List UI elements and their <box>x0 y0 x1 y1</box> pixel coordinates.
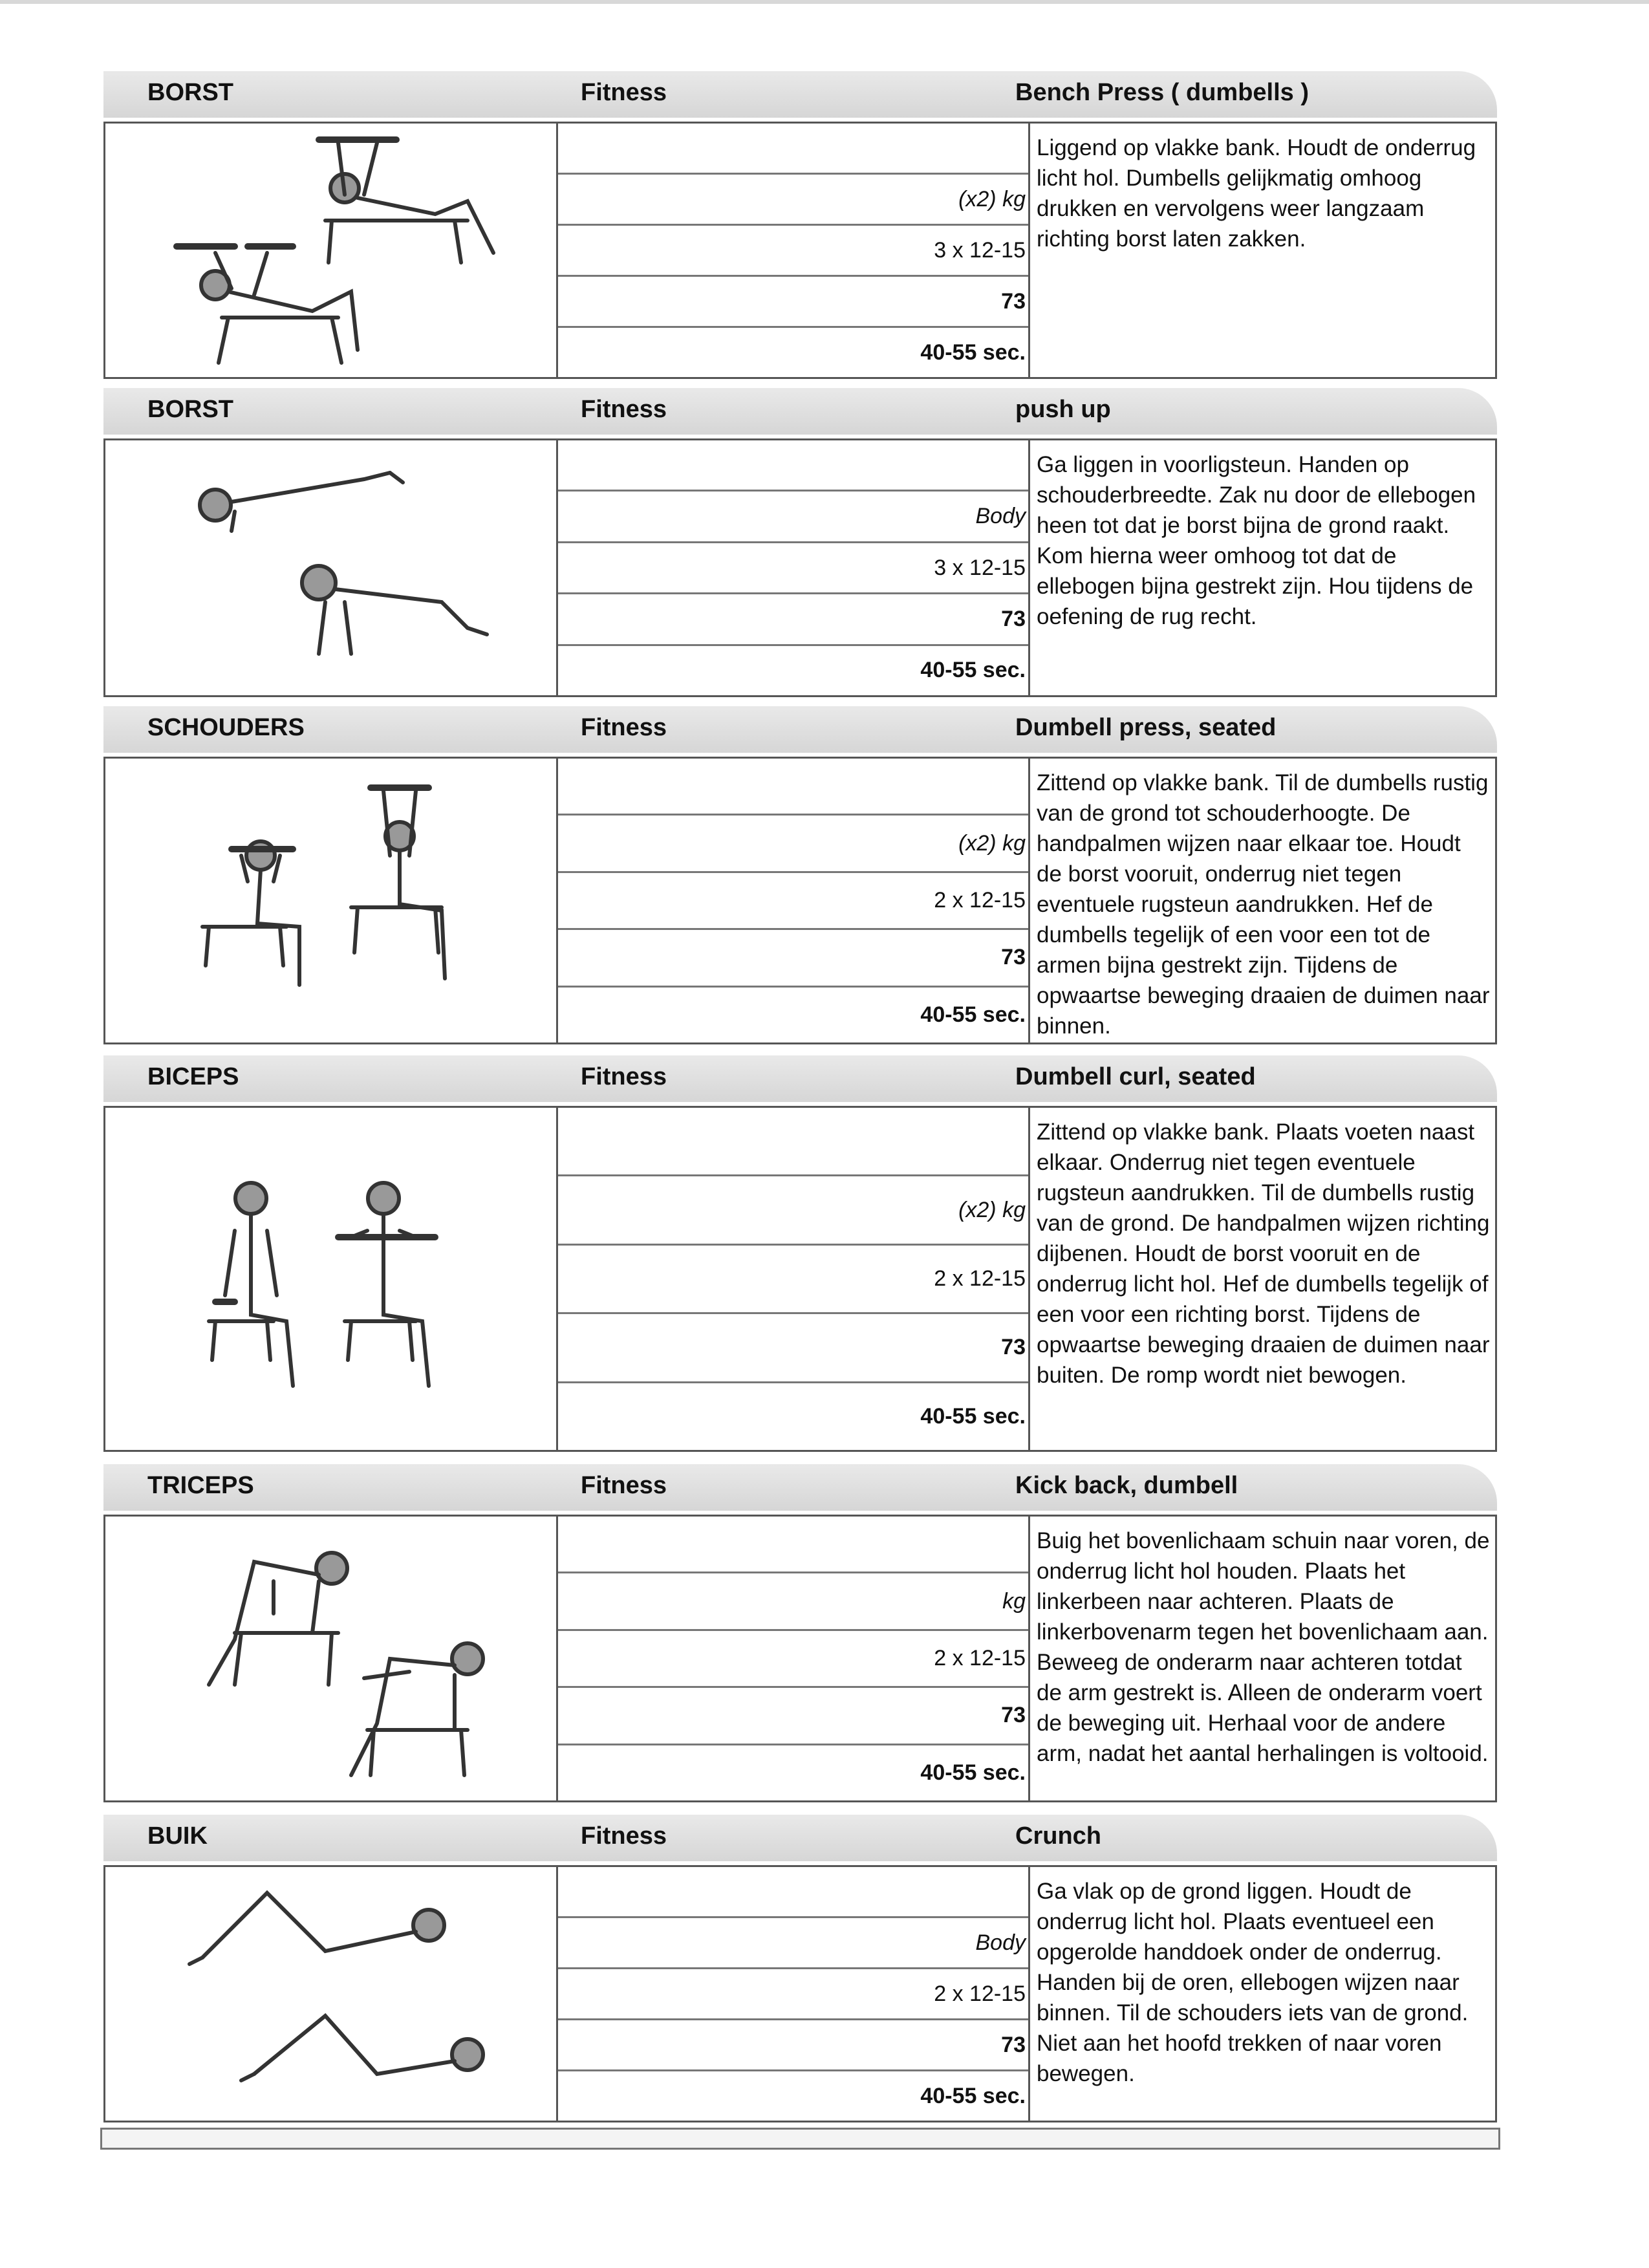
rest-value: 40-55 sec. <box>920 2083 1026 2108</box>
sets-reps-value: 2 x 12-15 <box>934 1646 1026 1671</box>
exercise-header <box>103 706 1497 753</box>
exercise-name: Dumbell press, seated <box>1015 714 1277 741</box>
weight-value: Body <box>975 1930 1026 1955</box>
exercise-image <box>105 124 558 377</box>
sets-reps-value: 3 x 12-15 <box>934 555 1026 580</box>
tempo-value: 73 <box>1001 288 1026 314</box>
exercise-header <box>103 388 1497 435</box>
exercise-parameters <box>558 1108 1030 1450</box>
sets-reps-value: 2 x 12-15 <box>934 1981 1026 2006</box>
exercise-name: Kick back, dumbell <box>1015 1472 1238 1499</box>
exercise-image <box>105 759 558 1042</box>
exercise-table <box>103 757 1497 1044</box>
sets-reps-value: 2 x 12-15 <box>934 1266 1026 1291</box>
exercise-header <box>103 1464 1497 1511</box>
exercise-type: Fitness <box>581 79 667 106</box>
empty-row <box>558 1517 1028 1573</box>
exercise-table <box>103 1106 1497 1452</box>
exercise-header <box>103 1815 1497 1861</box>
exercise-name: push up <box>1015 396 1111 423</box>
exercise-image <box>105 1867 558 2121</box>
exercise-description: Zittend op vlakke bank. Til de dumbells rustig van de grond tot schouderhoogte. De handpalmen wijzen naar elkaar toe. Houdt de borst vooruit, onderrug niet tegen eventuele rugsteun aandrukken. Hef de dumbells tegelijk of een voor een tot de armen bijna gestrekt zijn. Tijdens de opwaartse beweging draaien de duimen naar binnen. <box>1037 770 1490 1039</box>
exercise-table <box>103 122 1497 379</box>
exercise-table <box>103 1865 1497 2122</box>
empty-row <box>558 1108 1028 1176</box>
exercise-name: Bench Press ( dumbells ) <box>1015 79 1310 106</box>
exercise-category: BORST <box>147 79 233 106</box>
exercise-image <box>105 1517 558 1800</box>
exercise-parameters <box>558 759 1030 1042</box>
exercise-category: BICEPS <box>147 1063 239 1090</box>
tempo-value: 73 <box>1001 945 1026 970</box>
dumbbell-kickback-icon <box>105 1517 554 1800</box>
empty-row <box>558 1867 1028 1918</box>
weight-value: kg <box>1002 1588 1026 1614</box>
empty-row <box>558 124 1028 175</box>
tempo-value: 73 <box>1001 1335 1026 1360</box>
crunch-icon <box>105 1867 554 2121</box>
exercise-type: Fitness <box>581 1063 667 1090</box>
page-top-edge <box>0 0 1649 4</box>
tempo-value: 73 <box>1001 1703 1026 1728</box>
exercise-header <box>103 1055 1497 1102</box>
exercise-type: Fitness <box>581 1822 667 1850</box>
tempo-value: 73 <box>1001 606 1026 631</box>
exercise-table <box>103 1515 1497 1802</box>
exercise-description: Ga liggen in voorligsteun. Handen op schouderbreedte. Zak nu door de ellebogen heen tot dat je borst bijna de grond raakt. Kom hierna weer omhoog tot dat de ellebogen bijna gestrekt zijn. Hou tijdens de oefening de rug recht. <box>1037 452 1476 629</box>
sets-reps-value: 2 x 12-15 <box>934 888 1026 913</box>
rest-value: 40-55 sec. <box>920 1403 1026 1429</box>
exercise-parameters <box>558 1517 1030 1800</box>
exercise-header <box>103 71 1497 118</box>
exercise-category: SCHOUDERS <box>147 714 305 741</box>
exercise-description: Buig het bovenlichaam schuin naar voren, de onderrug licht hol houden. Plaats het linkerbeen naar achteren. Plaats de linkerbovenarm tegen het bovenlichaam aan. Beweeg de onderarm naar achteren totdat de arm gestrekt is. Alleen de onderarm voert de beweging uit. Herhaal voor de andere arm, nadat het aantal herhalingen is voltooid. <box>1037 1528 1490 1766</box>
exercise-parameters <box>558 440 1030 695</box>
rest-value: 40-55 sec. <box>920 658 1026 683</box>
exercise-type: Fitness <box>581 396 667 423</box>
weight-value: (x2) kg <box>958 1197 1026 1222</box>
exercise-name: Dumbell curl, seated <box>1015 1063 1256 1090</box>
exercise-description: Ga vlak op de grond liggen. Houdt de onderrug licht hol. Plaats eventueel een opgerolde handdoek onder de onderrug. Handen bij de oren, ellebogen wijzen naar binnen. Til de schouders iets van de grond. Niet aan het hoofd trekken of naar voren bewegen. <box>1037 1879 1469 2086</box>
exercise-table <box>103 438 1497 697</box>
exercise-description: Liggend op vlakke bank. Houdt de onderrug licht hol. Dumbells gelijkmatig omhoog drukken en vervolgens weer langzaam richting borst laten zakken. <box>1037 135 1476 252</box>
exercise-image <box>105 440 558 695</box>
bench-press-dumbbells-icon <box>105 124 554 377</box>
weight-value: Body <box>975 504 1026 529</box>
rest-value: 40-55 sec. <box>920 340 1026 365</box>
exercise-category: TRICEPS <box>147 1472 254 1499</box>
exercise-type: Fitness <box>581 1472 667 1499</box>
rest-value: 40-55 sec. <box>920 1002 1026 1027</box>
exercise-parameters <box>558 124 1030 377</box>
empty-row <box>558 759 1028 815</box>
empty-row <box>558 440 1028 491</box>
weight-value: (x2) kg <box>958 830 1026 856</box>
exercise-image <box>105 1108 558 1450</box>
exercise-description: Zittend op vlakke bank. Plaats voeten naast elkaar. Onderrug niet tegen eventuele rugsteun aandrukken. Til de dumbells rustig van de grond. De handpalmen wijzen richting dijbenen. Houdt de borst vooruit en de onderrug licht hol. Hef de dumbells tegelijk of een voor een richting borst. Tijdens de opwaartse beweging draaien de duimen naar buiten. De romp wordt niet bewogen. <box>1037 1119 1490 1388</box>
exercise-type: Fitness <box>581 714 667 741</box>
sets-reps-value: 3 x 12-15 <box>934 237 1026 263</box>
exercise-category: BUIK <box>147 1822 208 1850</box>
seated-dumbbell-press-icon <box>105 759 554 1042</box>
exercise-name: Crunch <box>1015 1822 1101 1850</box>
rest-value: 40-55 sec. <box>920 1760 1026 1785</box>
seated-dumbbell-curl-icon <box>105 1108 554 1450</box>
exercise-category: BORST <box>147 396 233 423</box>
exercise-parameters <box>558 1867 1030 2121</box>
page-footer-bar <box>100 2128 1500 2150</box>
push-up-icon <box>105 440 554 695</box>
weight-value: (x2) kg <box>958 186 1026 211</box>
tempo-value: 73 <box>1001 2032 1026 2057</box>
